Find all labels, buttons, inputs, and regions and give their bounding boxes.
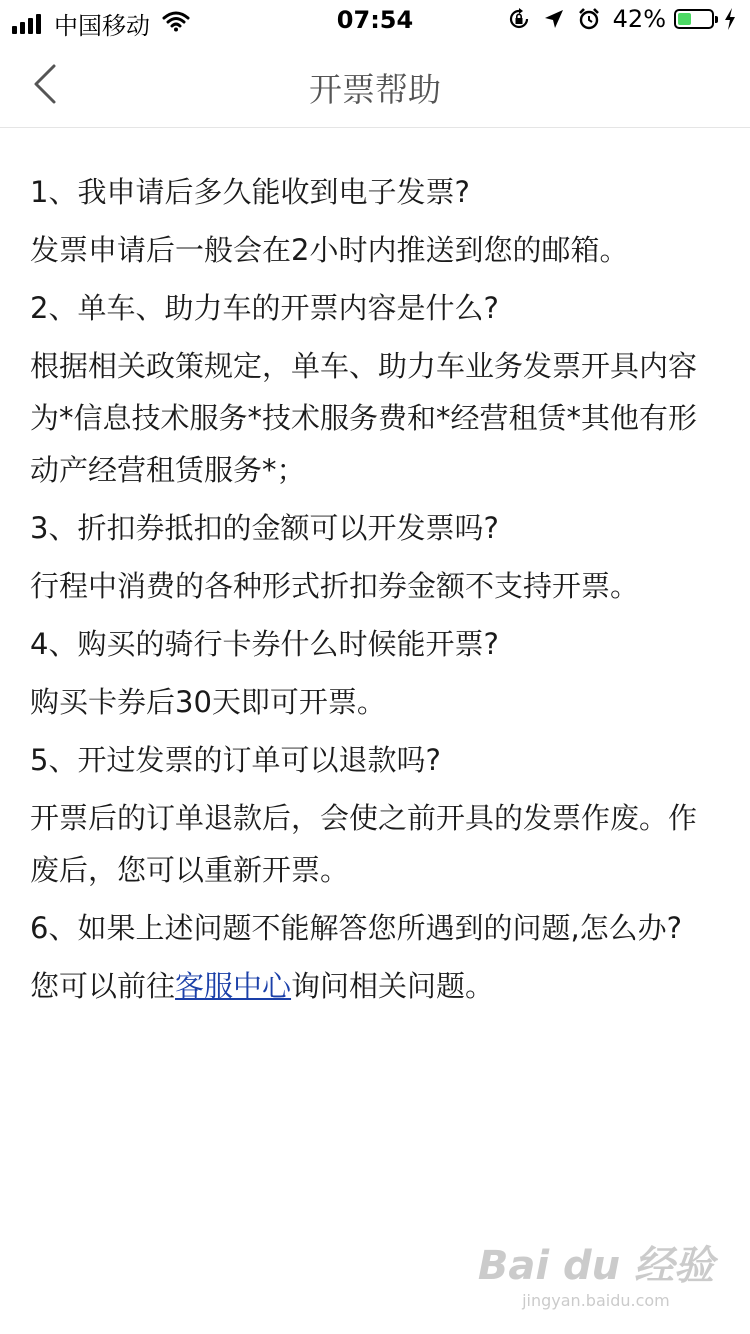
faq-answer-2: 根据相关政策规定，单车、助力车业务发票开具内容为*信息技术服务*技术服务费和*经营租赁*其他有形动产经营租赁服务*； <box>30 349 698 487</box>
faq-question-6: 6、如果上述问题不能解答您所遇到的问题,怎么办? <box>30 911 683 945</box>
carrier-name: 中国移动 <box>54 12 150 40</box>
battery-icon <box>674 9 714 29</box>
faq-question-3: 3、折扣券抵扣的金额可以开发票吗? <box>30 511 499 545</box>
battery-percent: 42% <box>612 5 666 33</box>
page-title: 开票帮助 <box>309 70 441 109</box>
status-time: 07:54 <box>336 6 414 34</box>
faq-question-4: 4、购买的骑行卡券什么时候能开票? <box>30 627 499 661</box>
nav-bar <box>0 40 750 128</box>
answer-suffix: 询问相关问题。 <box>291 969 495 1003</box>
faq-answer-6 <box>30 960 725 1012</box>
faq-answer-1: 发票申请后一般会在2小时内推送到您的邮箱。 <box>30 233 629 267</box>
faq-answer-4: 购买卡券后30天即可开票。 <box>30 685 386 719</box>
watermark-logo: Bai du 经验 <box>477 1243 714 1289</box>
faq-answer-3: 行程中消费的各种形式折扣券金额不支持开票。 <box>30 569 640 603</box>
status-bar <box>0 0 750 40</box>
watermark-url: jingyan.baidu.com <box>522 1291 670 1310</box>
customer-service-link[interactable]: 客服中心 <box>175 969 292 1003</box>
alarm-icon <box>577 7 601 31</box>
faq-question-2: 2、单车、助力车的开票内容是什么? <box>30 291 499 325</box>
faq-question-1: 1、我申请后多久能收到电子发票? <box>30 175 470 209</box>
answer-prefix: 您可以前往 <box>30 969 176 1003</box>
faq-question-5: 5、开过发票的订单可以退款吗? <box>30 743 441 777</box>
faq-answer-5: 开票后的订单退款后，会使之前开具的发票作废。作废后，您可以重新开票。 <box>30 801 698 887</box>
location-icon <box>543 8 565 30</box>
charging-icon <box>724 8 736 30</box>
faq-content <box>30 166 725 1018</box>
watermark <box>478 1234 714 1310</box>
orientation-lock-icon <box>507 7 531 31</box>
